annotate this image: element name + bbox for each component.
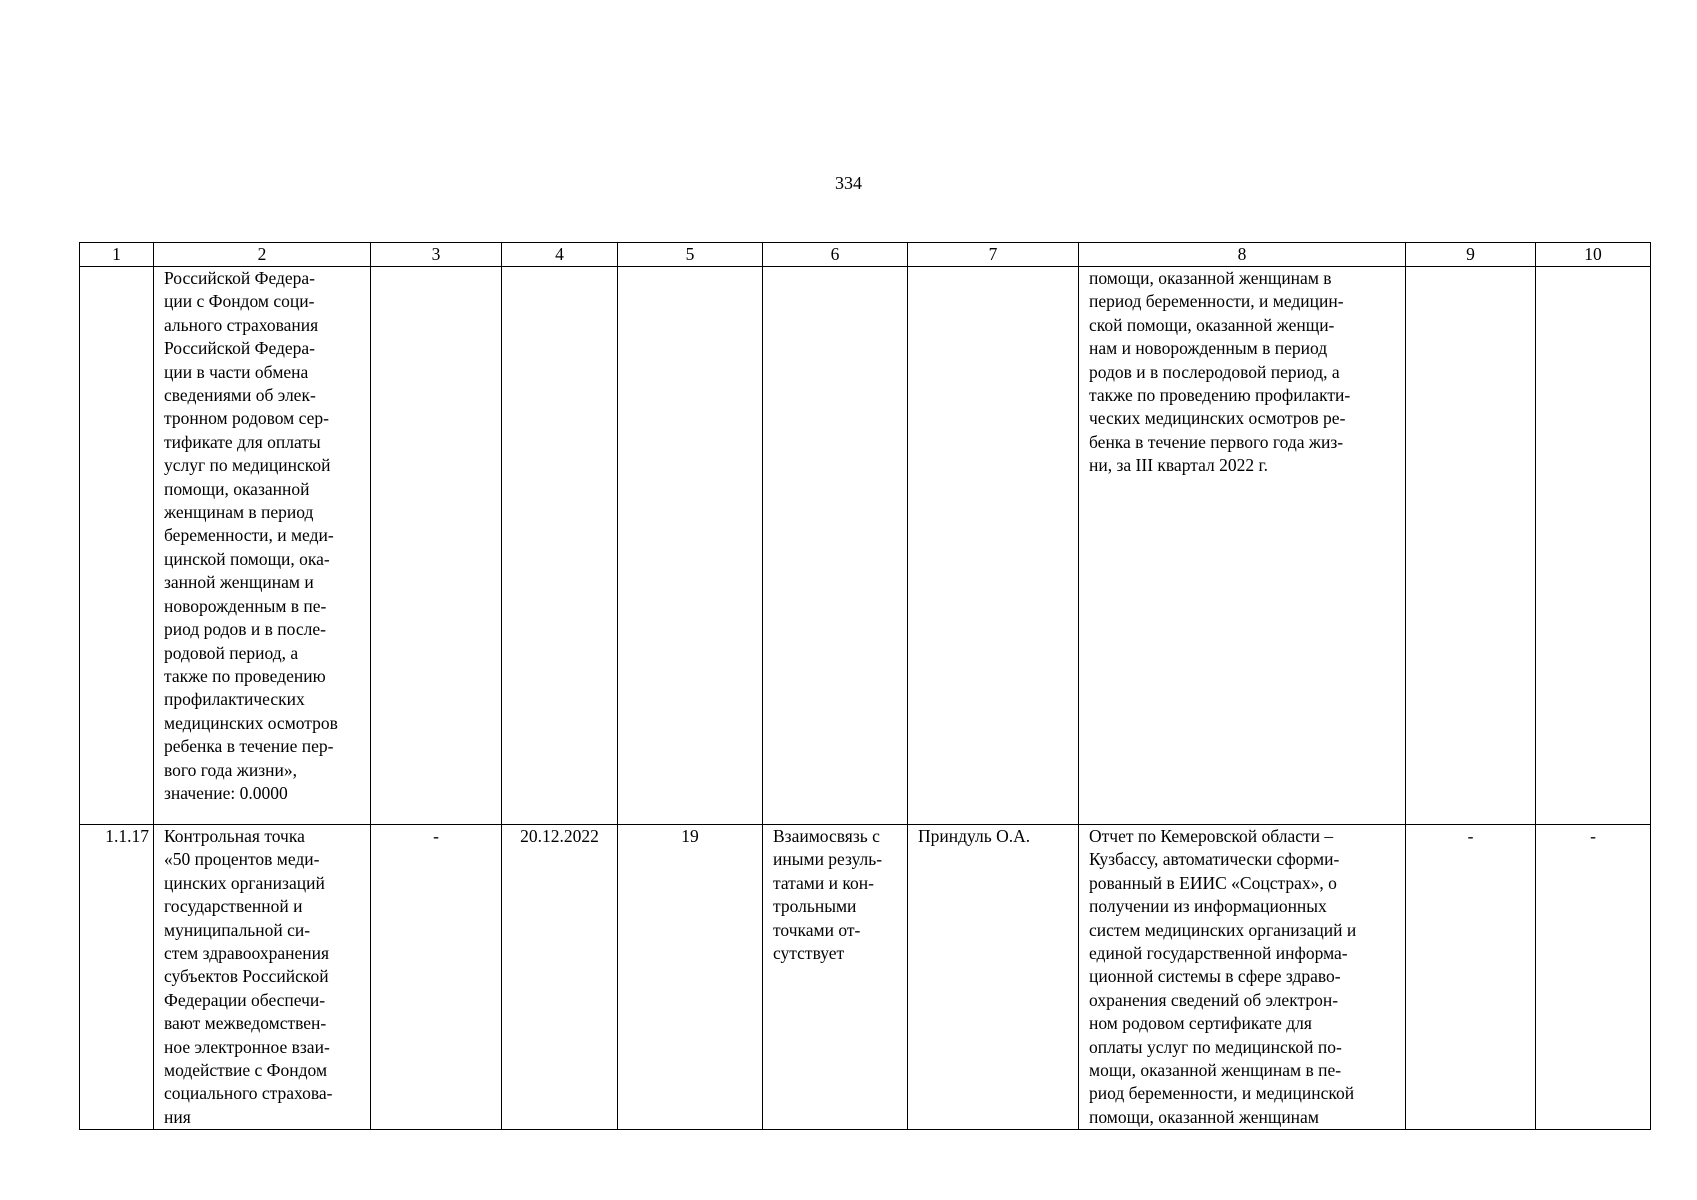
- cell-line: единой государственной информа-: [1089, 943, 1348, 964]
- cell-line: оплаты услуг по медицинской по-: [1089, 1036, 1342, 1057]
- header-col-3: 3: [371, 243, 502, 267]
- cell-line: тификате для оплаты: [164, 431, 321, 452]
- cell-line: помощи, оказанной: [164, 478, 310, 499]
- page-number: 334: [835, 173, 862, 193]
- cell-line: ния: [164, 1106, 191, 1127]
- header-col-2: 2: [154, 243, 371, 267]
- cell-line: женщинам в период: [164, 502, 314, 523]
- cell-line: также по проведению: [164, 665, 326, 686]
- cell-line: муниципальной си-: [164, 919, 311, 940]
- cell-line: Российской Федера-: [164, 268, 315, 288]
- cell-line: Контрольная точка: [164, 826, 305, 846]
- cell-line: ни, за III квартал 2022 г.: [1089, 455, 1269, 476]
- cell-line: ное электронное взаи-: [164, 1036, 330, 1057]
- cell-line: новорожденным в пе-: [164, 595, 327, 616]
- start-date-cell: [371, 267, 502, 825]
- cell-line: охранения сведений об электрон-: [1089, 989, 1339, 1010]
- cell-line: ции с Фондом соци-: [164, 291, 315, 312]
- end-date-cell: [502, 267, 618, 825]
- cell-line: вают межведомствен-: [164, 1013, 327, 1034]
- cell-line: период беременности, и медицин-: [1089, 291, 1344, 312]
- cell-line: татами и кон-: [773, 872, 874, 893]
- cell-line: модействие с Фондом: [164, 1060, 328, 1081]
- end-date-cell: 20.12.2022: [502, 825, 618, 1130]
- relation-cell: [763, 267, 908, 825]
- cell-line: значение: 0.0000: [164, 782, 288, 803]
- table-row: [80, 267, 1651, 825]
- cell-line: Взаимосвязь с: [773, 826, 880, 846]
- cell-line: ального страхования: [164, 314, 319, 335]
- row-number-cell: 1.1.17: [80, 825, 154, 1130]
- cell-line: государственной и: [164, 896, 303, 917]
- header-col-5: 5: [618, 243, 763, 267]
- cell-line: сведениями об элек-: [164, 385, 316, 406]
- cell-line: риод родов и в после-: [164, 619, 326, 640]
- cell-line: субъектов Российской: [164, 966, 329, 987]
- cell-line: тронном родовом сер-: [164, 408, 329, 429]
- result-name-cell: [154, 267, 371, 825]
- start-date-cell: -: [371, 825, 502, 1130]
- cell-line: ской помощи, оказанной женщи-: [1089, 314, 1335, 335]
- cell-line: риод беременности, и медицинской: [1089, 1083, 1355, 1104]
- cell-line: ребенка в течение пер-: [164, 736, 334, 757]
- header-col-7: 7: [908, 243, 1079, 267]
- cell-line: систем медицинских организаций и: [1089, 919, 1357, 940]
- cell-line: профилактических: [164, 689, 305, 710]
- header-col-8: 8: [1079, 243, 1406, 267]
- cell-line: социального страхова-: [164, 1083, 333, 1104]
- cell-line: точками от-: [773, 919, 861, 940]
- header-col-6: 6: [763, 243, 908, 267]
- level-cell: 19: [618, 825, 763, 1130]
- cell-line: родовой период, а: [164, 642, 299, 663]
- cell-line: мощи, оказанной женщинам в пе-: [1089, 1060, 1342, 1081]
- cell-line: Российской Федера-: [164, 338, 315, 359]
- cell-line: Кузбассу, автоматически сформи-: [1089, 849, 1340, 870]
- responsible-cell: [908, 267, 1079, 825]
- col9-cell: [1406, 267, 1536, 825]
- plan-table: [79, 242, 1651, 1130]
- cell-line: нам и новорожденным в период: [1089, 338, 1328, 359]
- header-col-1: 1: [80, 243, 154, 267]
- header-col-10: 10: [1536, 243, 1651, 267]
- cell-line: получении из информационных: [1089, 896, 1327, 917]
- cell-line: сутствует: [773, 943, 845, 964]
- table-row: [80, 825, 1651, 1130]
- document-cell: [1079, 825, 1406, 1130]
- cell-line: иными резуль-: [773, 849, 883, 870]
- cell-line: также по проведению профилакти-: [1089, 385, 1351, 406]
- cell-line: медицинских осмотров: [164, 712, 338, 733]
- header-col-9: 9: [1406, 243, 1536, 267]
- header-col-4: 4: [502, 243, 618, 267]
- cell-line: ционной системы в сфере здраво-: [1089, 966, 1341, 987]
- cell-line: Федерации обеспечи-: [164, 989, 326, 1010]
- cell-line: вого года жизни»,: [164, 759, 298, 780]
- cell-line: услуг по медицинской: [164, 455, 331, 476]
- col9-cell: -: [1406, 825, 1536, 1130]
- cell-line: ном родовом сертификате для: [1089, 1013, 1312, 1034]
- cell-line: стем здравоохранения: [164, 943, 330, 964]
- relation-cell: [763, 825, 908, 1130]
- cell-line: рованный в ЕИИС «Соцстрах», о: [1089, 872, 1337, 893]
- level-cell: [618, 267, 763, 825]
- cell-line: бенка в течение первого года жиз-: [1089, 431, 1344, 452]
- header-row: [80, 243, 1651, 267]
- cell-line: ческих медицинских осмотров ре-: [1089, 408, 1346, 429]
- cell-line: цинской помощи, ока-: [164, 548, 330, 569]
- row-number-cell: [80, 267, 154, 825]
- col10-cell: [1536, 267, 1651, 825]
- cell-line: «50 процентов меди-: [164, 849, 320, 870]
- result-name-cell: [154, 825, 371, 1130]
- responsible-cell: Приндуль О.А.: [908, 825, 1079, 1130]
- cell-line: помощи, оказанной женщинам в: [1089, 268, 1332, 288]
- cell-line: ции в части обмена: [164, 361, 309, 382]
- cell-line: родов и в послеродовой период, а: [1089, 361, 1340, 382]
- document-cell: [1079, 267, 1406, 825]
- cell-line: Отчет по Кемеровской области –: [1089, 826, 1334, 846]
- cell-line: помощи, оказанной женщинам: [1089, 1106, 1319, 1127]
- cell-line: трольными: [773, 896, 857, 917]
- cell-line: занной женщинам и: [164, 572, 314, 593]
- cell-line: беременности, и меди-: [164, 525, 334, 546]
- col10-cell: -: [1536, 825, 1651, 1130]
- cell-line: цинских организаций: [164, 872, 325, 893]
